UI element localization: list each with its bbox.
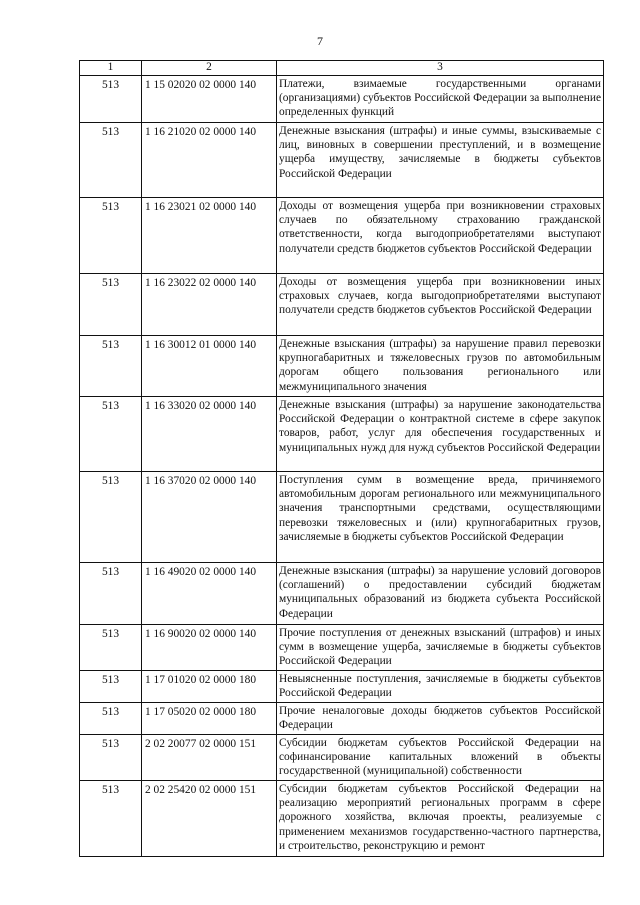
table-row — [80, 472, 604, 563]
admin-code-cell: 513 — [80, 781, 142, 857]
table-row — [80, 198, 604, 274]
admin-code-cell: 513 — [80, 123, 142, 198]
table-row — [80, 274, 604, 336]
table-row — [80, 76, 604, 123]
table-row — [80, 563, 604, 625]
description-cell: Невыясненные поступления, зачисляемые в бюджеты субъектов Российской Федерации — [277, 671, 604, 703]
description-cell: Доходы от возмещения ущерба при возникновении иных страховых случаев, когда выгодоприобретателями выступают получатели средств бюджетов субъектов Российской Федерации — [277, 274, 604, 336]
description-cell: Прочие поступления от денежных взысканий (штрафов) и иных сумм в возмещение ущерба, зачисляемые в бюджеты субъектов Российской Федерации — [277, 625, 604, 671]
description-cell: Доходы от возмещения ущерба при возникновении страховых случаев по обязательному страхованию гражданской ответственности, когда выгодоприобретателями выступают получатели средств бюджетов субъектов Российской Федерации — [277, 198, 604, 274]
description-cell: Субсидии бюджетам субъектов Российской Федерации на реализацию мероприятий региональных программ в сфере дорожного хозяйства, включая проекты, реализуемые с применением механизмов государственно-частного партнерства, и строительство, реконструкцию и ремонт — [277, 781, 604, 857]
admin-code-cell: 513 — [80, 76, 142, 123]
revenue-code-cell: 1 15 02020 02 0000 140 — [142, 76, 277, 123]
table-row — [80, 703, 604, 735]
revenue-code-cell: 1 16 37020 02 0000 140 — [142, 472, 277, 563]
column-header-1: 1 — [80, 61, 142, 76]
description-cell: Денежные взыскания (штрафы) за нарушение условий договоров (соглашений) о предоставлении субсидий бюджетам муниципальных образований из бюджета субъекта Российской Федерации — [277, 563, 604, 625]
revenue-code-cell: 1 16 33020 02 0000 140 — [142, 397, 277, 472]
revenue-code-cell: 1 16 23021 02 0000 140 — [142, 198, 277, 274]
table-row — [80, 735, 604, 781]
table-row — [80, 671, 604, 703]
column-header-3: 3 — [277, 61, 604, 76]
description-cell: Платежи, взимаемые государственными органами (организациями) субъектов Российской Федерации за выполнение определенных функций — [277, 76, 604, 123]
revenue-code-cell: 2 02 20077 02 0000 151 — [142, 735, 277, 781]
column-header-2: 2 — [142, 61, 277, 76]
revenue-code-cell: 1 16 49020 02 0000 140 — [142, 563, 277, 625]
admin-code-cell: 513 — [80, 274, 142, 336]
revenue-code-cell: 1 16 90020 02 0000 140 — [142, 625, 277, 671]
admin-code-cell: 513 — [80, 472, 142, 563]
revenue-code-cell: 1 16 30012 01 0000 140 — [142, 336, 277, 397]
table-row — [80, 625, 604, 671]
admin-code-cell: 513 — [80, 397, 142, 472]
table-row — [80, 336, 604, 397]
revenue-code-cell: 1 16 21020 02 0000 140 — [142, 123, 277, 198]
page-number: 7 — [317, 34, 323, 48]
admin-code-cell: 513 — [80, 735, 142, 781]
description-cell: Поступления сумм в возмещение вреда, причиняемого автомобильным дорогам регионального или межмуниципального значения транспортными средствами, осуществляющими перевозки тяжеловесных и (или) крупногабаритных грузов, зачисляемые в бюджеты субъектов Российской Федерации — [277, 472, 604, 563]
admin-code-cell: 513 — [80, 625, 142, 671]
table-row — [80, 397, 604, 472]
description-cell: Денежные взыскания (штрафы) и иные суммы, взыскиваемые с лиц, виновных в совершении преступлений, и в возмещение ущерба имуществу, зачисляемые в бюджеты субъектов Российской Федерации — [277, 123, 604, 198]
table-header-row — [80, 61, 604, 76]
admin-code-cell: 513 — [80, 336, 142, 397]
admin-code-cell: 513 — [80, 198, 142, 274]
admin-code-cell: 513 — [80, 703, 142, 735]
description-cell: Прочие неналоговые доходы бюджетов субъектов Российской Федерации — [277, 703, 604, 735]
table-row — [80, 123, 604, 198]
revenue-codes-table — [79, 60, 604, 857]
admin-code-cell: 513 — [80, 671, 142, 703]
description-cell: Денежные взыскания (штрафы) за нарушение правил перевозки крупногабаритных и тяжеловесных грузов по автомобильным дорогам общего пользования регионального или межмуниципального значения — [277, 336, 604, 397]
description-cell: Субсидии бюджетам субъектов Российской Федерации на софинансирование капитальных вложений в объекты государственной (муниципальной) собственности — [277, 735, 604, 781]
revenue-code-cell: 1 17 05020 02 0000 180 — [142, 703, 277, 735]
revenue-code-cell: 2 02 25420 02 0000 151 — [142, 781, 277, 857]
admin-code-cell: 513 — [80, 563, 142, 625]
revenue-code-cell: 1 16 23022 02 0000 140 — [142, 274, 277, 336]
revenue-code-cell: 1 17 01020 02 0000 180 — [142, 671, 277, 703]
description-cell: Денежные взыскания (штрафы) за нарушение законодательства Российской Федерации о контрактной системе в сфере закупок товаров, работ, услуг для обеспечения государственных и муниципальных нужд для нужд субъектов Российской Федерации — [277, 397, 604, 472]
table-row — [80, 781, 604, 857]
